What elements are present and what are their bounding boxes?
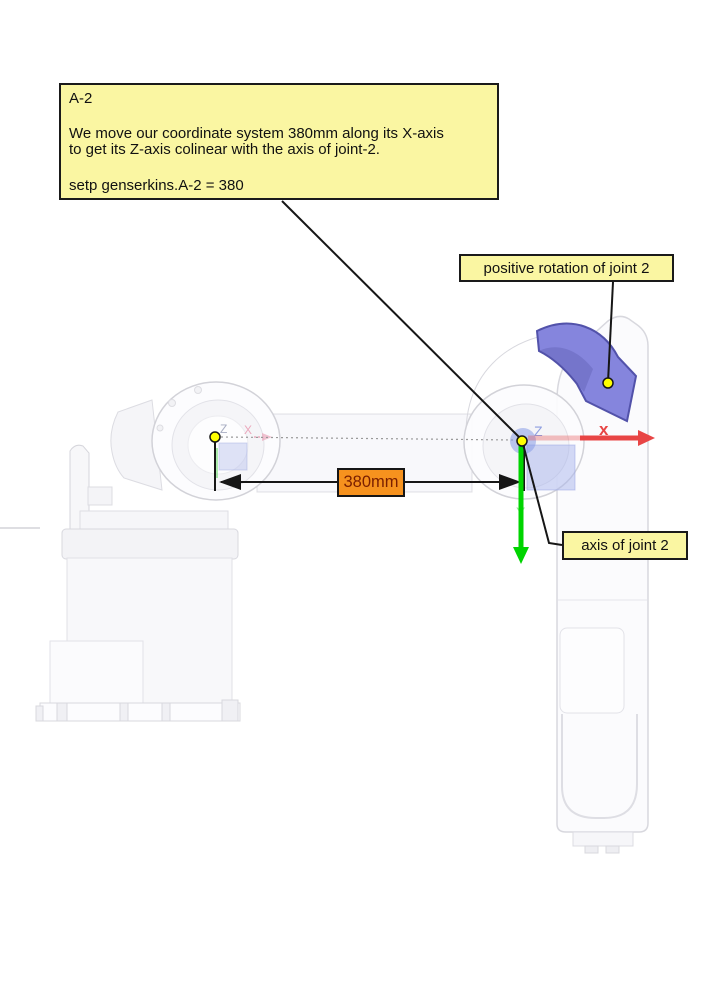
callout-axis-of-joint2 — [562, 531, 688, 560]
right-z-axis-label: Z — [534, 423, 543, 439]
callout-positive-rotation — [459, 254, 674, 282]
left-frame-plane — [219, 443, 247, 470]
annotation-body — [69, 126, 489, 159]
annotation-title: A-2 — [69, 90, 93, 107]
x-axis-label: x — [599, 420, 609, 439]
dimension-value: 380mm — [343, 473, 399, 491]
annotation-body-line1: We move our coordinate system 380mm along its X-axis — [69, 124, 444, 142]
callout-positive-rotation-label: positive rotation of joint 2 — [483, 259, 650, 277]
annotation-command: setp genserkins.A-2 = 380 — [69, 176, 244, 194]
annotation-body-line2: to get its Z-axis colinear with the axis of joint-2. — [69, 141, 380, 158]
origin-dot-left — [210, 432, 220, 442]
origin-dot-right — [517, 436, 527, 446]
y-axis-arrowhead — [513, 547, 529, 564]
y-axis-label: Y — [516, 504, 526, 520]
rotation-marker-dot — [603, 378, 613, 388]
callout-axis-of-joint2-label: axis of joint 2 — [581, 537, 669, 554]
leader-line-a2 — [282, 201, 521, 439]
dimension-value-box — [337, 468, 405, 497]
left-x-axis-label: X — [244, 423, 253, 437]
left-z-axis-label: Z — [220, 422, 228, 436]
annotation-note-a2 — [59, 83, 499, 200]
